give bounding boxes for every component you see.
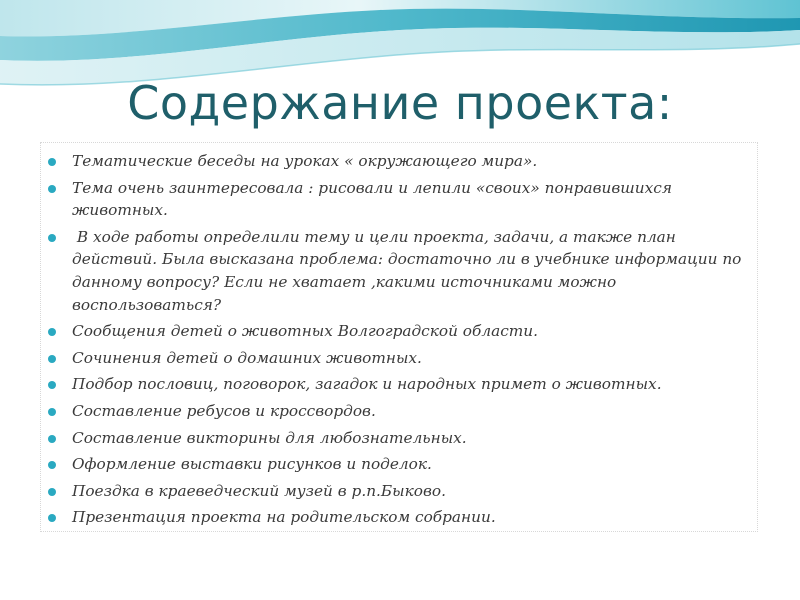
bullet-item (48, 373, 748, 396)
bullet-dot-icon (48, 408, 56, 416)
bullet-text: Составление ребусов и кроссвордов. (72, 401, 376, 420)
bullet-text: В ходе работы определили тему и цели проекта, задачи, а также план действий. Была высказана проблема: достаточно ли в учебнике информации по данному вопросу? Если не хватает ,какими источниками можно воспользоваться? (72, 227, 747, 314)
bullet-item (48, 177, 748, 222)
bullet-dot-icon (48, 158, 56, 166)
bullet-item (48, 427, 748, 450)
bullet-dot-icon (48, 234, 56, 242)
bullet-item (48, 347, 748, 370)
slide-title: Содержание проекта: (127, 76, 673, 130)
bullet-text: Подбор пословиц, поговорок, загадок и народных примет о животных. (72, 375, 662, 394)
bullet-dot-icon (48, 328, 56, 336)
bullet-dot-icon (48, 355, 56, 363)
bullet-item (48, 320, 748, 343)
bullet-text: Поездка в краеведческий музей в р.п.Быково. (72, 481, 446, 500)
bullet-text: Сочинения детей о домашних животных. (72, 348, 422, 367)
bullet-dot-icon (48, 435, 56, 443)
bullet-item (48, 226, 748, 316)
bullet-item (48, 506, 748, 529)
bullet-item (48, 453, 748, 476)
bullet-text: Тема очень заинтересовала : рисовали и лепили «своих» понравившихся животных. (72, 178, 672, 220)
bullet-dot-icon (48, 381, 56, 389)
bullet-text: Сообщения детей о животных Волгоградской области. (72, 322, 539, 341)
bullet-text: Презентация проекта на родительском собрании. (72, 508, 496, 527)
bullet-dot-icon (48, 185, 56, 193)
bullet-item (48, 150, 748, 173)
bullet-text: Оформление выставки рисунков и поделок. (72, 455, 432, 474)
bullet-dot-icon (48, 488, 56, 496)
bullet-list (48, 150, 748, 533)
bullet-item (48, 400, 748, 423)
bullet-item (48, 480, 748, 503)
bullet-dot-icon (48, 461, 56, 469)
bullet-text: Составление викторины для любознательных. (72, 428, 467, 447)
bullet-text: Тематические беседы на уроках « окружающего мира». (72, 152, 538, 170)
bullet-dot-icon (48, 514, 56, 522)
